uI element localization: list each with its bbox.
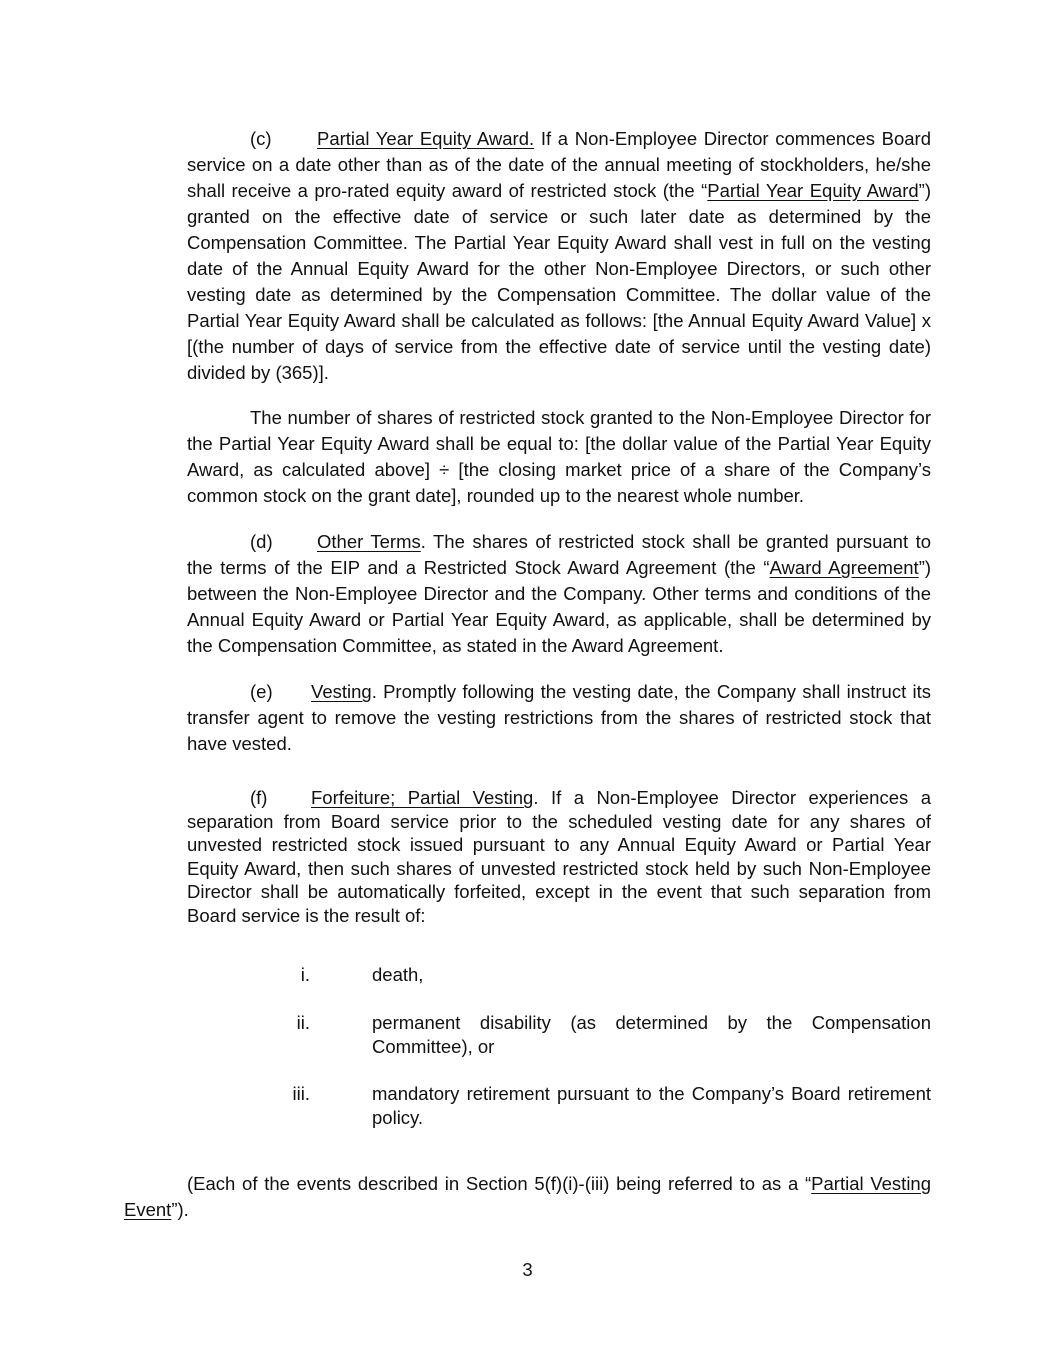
- list-item-text: death,: [372, 964, 424, 985]
- section-f-label: (f): [250, 787, 268, 808]
- closing-text-2: ”).: [171, 1198, 189, 1220]
- section-e-text: . Promptly following the vesting date, the Company shall instruct its transfer agent to remove the vesting restrictions from the shares of restricted stock that have vested.: [187, 681, 931, 754]
- section-f-text: . If a Non-Employee Director experiences a separation from Board service prior to the scheduled vesting date for any shares of unvested restricted stock issued pursuant to any Annual Equity Award or Partial Year Equity Award, then such shares of unvested restricted stock held by such Non-Employee Director shall be automatically forfeited, except in the event that such separation from Board service is the result of:: [187, 787, 931, 926]
- section-f-paragraph: [187, 786, 931, 928]
- section-d-defined-term: Award Agreement: [769, 557, 919, 578]
- section-f-heading: Forfeiture; Partial Vesting: [311, 787, 534, 808]
- list-item-text: mandatory retirement pursuant to the Company’s Board retirement policy.: [372, 1083, 931, 1128]
- section-e-label: (e): [250, 681, 273, 702]
- closing-text-1: (Each of the events described in Section 5(f)(i)-(iii) being referred to as a “: [187, 1172, 812, 1194]
- section-c-text-1: If a Non-Employee Director commences Board service on a date other than as of the date of the annual meeting of stockholders, he/she shall receive a pro-rated equity award of restricted stock (the “: [187, 128, 931, 201]
- section-c-defined-term: Partial Year Equity Award: [707, 180, 919, 201]
- list-item-number: iii.: [292, 1083, 310, 1104]
- section-e-heading: Vesting: [311, 681, 372, 702]
- list-item-text: permanent disability (as determined by the Compensation Committee), or: [372, 1012, 931, 1057]
- list-item-number: i.: [300, 964, 310, 985]
- closing-defined-term: Partial Vesting Event: [124, 1172, 932, 1220]
- section-d-heading: Other Terms: [317, 531, 421, 552]
- list-item-number: ii.: [296, 1012, 310, 1033]
- section-d-text-2: ”) between the Non-Employee Director and the Company. Other terms and conditions of the Annual Equity Award or Partial Year Equity Award, as applicable, shall be determined by the Compensation Committee, as stated in the Award Agreement.: [187, 557, 932, 656]
- section-e-paragraph: [187, 679, 931, 757]
- section-d-label: (d): [250, 531, 273, 552]
- section-c-paragraph: [187, 126, 931, 386]
- section-c-text-2: ”) granted on the effective date of service or such later date as determined by the Compensation Committee. The Partial Year Equity Award shall vest in full on the vesting date of the Annual Equity Award for the other Non-Employee Directors, or such other vesting date as determined by the Compensation Committee. The dollar value of the Partial Year Equity Award shall be calculated as follows: [the Annual Equity Award Value] x [(the number of days of service from the effective date of service until the vesting date) divided by (365)].: [187, 180, 931, 383]
- section-c-heading: Partial Year Equity Award.: [317, 128, 535, 149]
- page-number: 3: [522, 1259, 533, 1280]
- closing-paragraph: [124, 1171, 931, 1223]
- section-d-text-1: . The shares of restricted stock shall be granted pursuant to the terms of the EIP and a Restricted Stock Award Agreement (the “: [187, 531, 931, 578]
- shares-paragraph: [187, 405, 931, 509]
- section-d-paragraph: [187, 529, 931, 659]
- section-c-label: (c): [250, 128, 272, 149]
- shares-text: The number of shares of restricted stock granted to the Non-Employee Director for the Partial Year Equity Award shall be equal to: [the dollar value of the Partial Year Equity Award, as calculated above] ÷ [the closing market price of a share of the Company’s common stock on the grant date], rounded up to the nearest whole number.: [187, 407, 931, 506]
